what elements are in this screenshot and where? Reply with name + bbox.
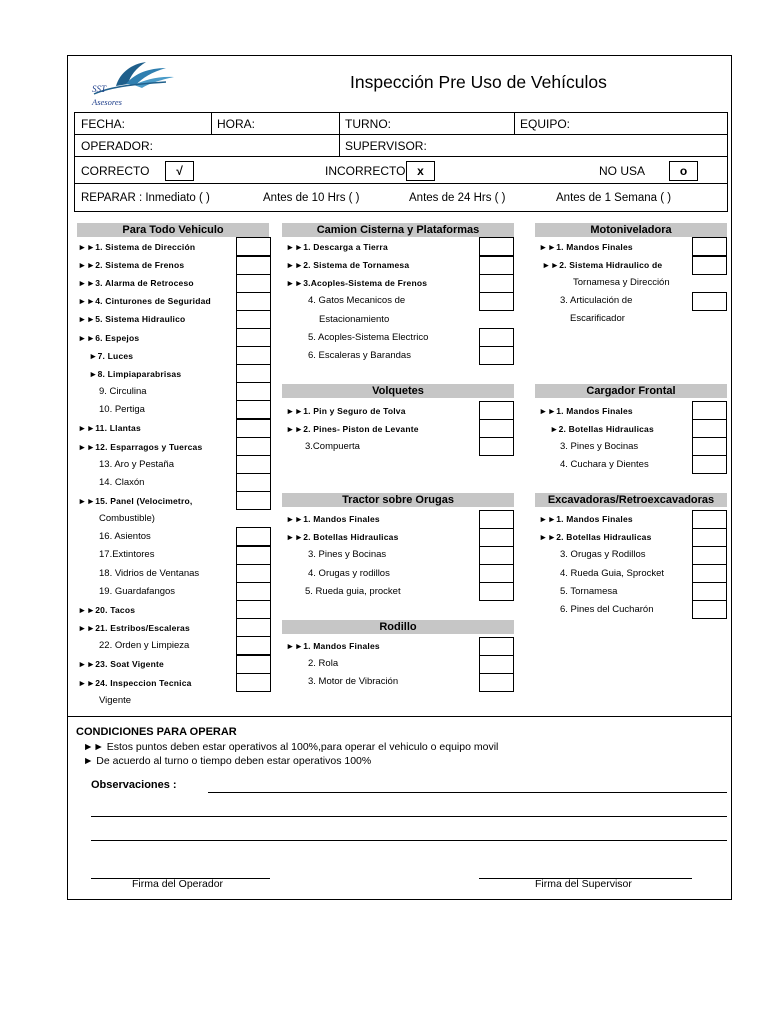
checklist-item: 4. Cuchara y Dientes [560, 459, 649, 470]
check-box[interactable] [692, 546, 727, 565]
observaciones-label: Observaciones : [91, 779, 177, 791]
checklist-item: ►►1. Descarga a Tierra [286, 242, 388, 252]
checklist-item: ►►1. Mandos Finales [286, 514, 380, 524]
checklist-item: ►►2. Pines- Piston de Levante [286, 424, 419, 434]
section-divider [68, 716, 731, 717]
check-box[interactable] [479, 637, 514, 656]
operador-field[interactable]: OPERADOR: [81, 138, 154, 153]
checklist-item: 3. Pines y Bocinas [308, 549, 387, 560]
conditions-line-2: ► De acuerdo al turno o tiempo deben estar operativos 100% [83, 755, 372, 767]
checklist-item: ►►5. Sistema Hidraulico [78, 314, 186, 324]
check-box[interactable] [692, 237, 727, 256]
check-box[interactable] [692, 419, 727, 438]
check-box[interactable] [479, 256, 514, 275]
checklist-item: ►►1. Mandos Finales [539, 406, 633, 416]
checklist-item: ►►15. Panel (Velocimetro, [78, 496, 193, 506]
check-box[interactable] [236, 473, 271, 492]
checklist-item: 5. Tornamesa [560, 586, 618, 597]
check-box[interactable] [236, 564, 271, 583]
checklist-item: Estacionamiento [319, 314, 390, 325]
checklist-item: ►7. Luces [89, 351, 134, 361]
page-title: Inspección Pre Uso de Vehículos [350, 72, 607, 92]
section-excavadoras-title: Excavadoras/Retroexcavadoras [535, 493, 727, 507]
checklist-item: ►►24. Inspeccion Tecnica [78, 678, 192, 688]
observaciones-line[interactable] [208, 792, 727, 793]
check-box[interactable] [692, 564, 727, 583]
checklist-item: 5. Rueda guia, procket [305, 586, 401, 597]
check-box[interactable] [236, 455, 271, 474]
firma-operador-label: Firma del Operador [132, 878, 224, 890]
section-volquetes-title: Volquetes [282, 384, 514, 398]
check-box[interactable] [236, 346, 271, 365]
conditions-title: CONDICIONES PARA OPERAR [76, 726, 237, 738]
checklist-item: 17.Extintores [99, 549, 155, 560]
checklist-item: ►►2. Sistema Hidraulico de [542, 260, 663, 270]
checklist-item: ►►6. Espejos [78, 333, 140, 343]
check-box[interactable] [479, 292, 514, 311]
company-logo [86, 58, 178, 108]
section-cisterna-title: Camion Cisterna y Plataformas [282, 223, 514, 237]
section-rodillo-title: Rodillo [282, 620, 514, 634]
checklist-item: 10. Pertiga [99, 404, 145, 415]
checklist-item: ►►4. Cinturones de Seguridad [78, 296, 211, 306]
check-box[interactable] [692, 256, 727, 275]
check-box[interactable] [692, 455, 727, 474]
checklist-item: ►►23. Soat Vigente [78, 659, 164, 669]
check-box[interactable] [479, 437, 514, 456]
logo-text-sst: SST [92, 84, 107, 94]
firma-supervisor-label: Firma del Supervisor [535, 878, 632, 890]
checklist-item: 6. Escaleras y Barandas [308, 350, 411, 361]
check-box[interactable] [236, 491, 271, 510]
check-box[interactable] [236, 582, 271, 601]
check-box[interactable] [692, 292, 727, 311]
check-box[interactable] [479, 582, 514, 601]
check-box[interactable] [236, 600, 271, 619]
check-box[interactable] [479, 346, 514, 365]
check-box[interactable] [692, 582, 727, 601]
check-box[interactable] [236, 527, 271, 546]
checklist-item: ►2. Botellas Hidraulicas [550, 424, 654, 434]
section-cargador-title: Cargador Frontal [535, 384, 727, 398]
check-box[interactable] [236, 274, 271, 293]
check-box[interactable] [479, 510, 514, 529]
check-box[interactable] [236, 400, 271, 419]
check-box[interactable] [236, 437, 271, 456]
logo-text-asesores: Asesores [92, 97, 122, 107]
check-box[interactable] [479, 419, 514, 438]
check-box[interactable] [479, 237, 514, 256]
checklist-item: 4. Rueda Guia, Sprocket [560, 568, 665, 579]
check-box[interactable] [236, 546, 271, 565]
checklist-item: 2. Rola [308, 658, 339, 669]
incorrecto-box: x [406, 161, 435, 181]
reparar-inmediato[interactable]: REPARAR : Inmediato ( ) [81, 192, 210, 204]
check-box[interactable] [479, 673, 514, 692]
checklist-item: ►8. Limpiaparabrisas [89, 369, 182, 379]
supervisor-field[interactable]: SUPERVISOR: [345, 138, 427, 153]
checklist-item: ►►11. Llantas [78, 423, 141, 433]
header-row-people [74, 135, 728, 157]
checklist-item: 4. Gatos Mecanicos de [308, 295, 406, 306]
check-box[interactable] [236, 419, 271, 438]
no-usa-box: o [669, 161, 698, 181]
checklist-item: ►►21. Estribos/Escaleras [78, 623, 190, 633]
check-box[interactable] [479, 401, 514, 420]
fecha-field[interactable]: FECHA: [81, 116, 126, 131]
check-box[interactable] [236, 310, 271, 329]
section-motoniveladora-title: Motoniveladora [535, 223, 727, 237]
checklist-item: 3. Orugas y Rodillos [560, 549, 646, 560]
check-box[interactable] [479, 546, 514, 565]
checklist-item: ►►2. Sistema de Frenos [78, 260, 185, 270]
check-box[interactable] [692, 437, 727, 456]
reparar-1semana[interactable]: Antes de 1 Semana ( ) [556, 192, 672, 204]
turno-field[interactable]: TURNO: [345, 116, 391, 131]
checklist-item: ►►1. Mandos Finales [539, 514, 633, 524]
checklist-item: ►►2. Botellas Hidraulicas [539, 532, 652, 542]
check-box[interactable] [236, 292, 271, 311]
check-box[interactable] [236, 364, 271, 383]
check-box[interactable] [236, 382, 271, 401]
check-box[interactable] [479, 274, 514, 293]
check-box[interactable] [479, 655, 514, 674]
check-box[interactable] [236, 655, 271, 674]
checklist-item: 14. Claxón [99, 477, 145, 488]
observaciones-line[interactable] [91, 816, 727, 817]
checklist-item: 4. Orugas y rodillos [308, 568, 390, 579]
observaciones-line[interactable] [91, 840, 727, 841]
check-box[interactable] [479, 528, 514, 547]
checklist-item: Vigente [99, 695, 132, 706]
reparar-24hrs[interactable]: Antes de 24 Hrs ( ) [409, 192, 506, 204]
checklist-item: Escarificador [570, 313, 625, 324]
check-box[interactable] [236, 673, 271, 692]
check-box[interactable] [479, 328, 514, 347]
checklist-item: ►►20. Tacos [78, 605, 136, 615]
checklist-item: 3.Compuerta [305, 441, 360, 452]
checklist-item: ►►2. Botellas Hidraulicas [286, 532, 399, 542]
check-box[interactable] [692, 528, 727, 547]
checklist-item: ►►12. Esparragos y Tuercas [78, 442, 203, 452]
check-box[interactable] [479, 564, 514, 583]
check-box[interactable] [236, 328, 271, 347]
checklist-item: ►►1. Mandos Finales [286, 641, 380, 651]
checklist-item: 3. Motor de Vibración [308, 676, 399, 687]
correcto-box: √ [165, 161, 194, 181]
checklist-item: ►►1. Pin y Seguro de Tolva [286, 406, 406, 416]
checklist-item: 5. Acoples-Sistema Electrico [308, 332, 429, 343]
checklist-item: 13. Aro y Pestaña [99, 459, 174, 470]
checklist-item: 16. Asientos [99, 531, 151, 542]
check-box[interactable] [236, 237, 271, 256]
checklist-item: ►►1. Sistema de Dirección [78, 242, 196, 252]
check-box[interactable] [692, 401, 727, 420]
hora-field[interactable]: HORA: [217, 116, 256, 131]
checklist-item: 22. Orden y Limpieza [99, 640, 190, 651]
checklist-item: 18. Vidrios de Ventanas [99, 568, 200, 579]
no-usa-label: NO USA [599, 164, 646, 178]
checklist-item: ►►3.Acoples-Sistema de Frenos [286, 278, 428, 288]
checklist-item: 9. Circulina [99, 386, 147, 397]
checklist-item: ►►1. Mandos Finales [539, 242, 633, 252]
section-tractor-title: Tractor sobre Orugas [282, 493, 514, 507]
check-box[interactable] [236, 618, 271, 637]
correcto-label: CORRECTO [81, 164, 150, 178]
check-box[interactable] [236, 636, 271, 655]
check-box[interactable] [692, 510, 727, 529]
header-row-date [74, 112, 728, 135]
check-box[interactable] [236, 256, 271, 275]
checklist-item: Combustible) [99, 513, 155, 524]
incorrecto-label: INCORRECTO [325, 164, 406, 178]
checklist-item: 19. Guardafangos [99, 586, 176, 597]
checklist-item: 3. Pines y Bocinas [560, 441, 639, 452]
checklist-item: 6. Pines del Cucharón [560, 604, 654, 615]
equipo-field[interactable]: EQUIPO: [520, 116, 571, 131]
check-box[interactable] [692, 600, 727, 619]
section-todo-vehiculo-title: Para Todo Vehiculo [77, 223, 269, 237]
conditions-line-1: ►► Estos puntos deben estar operativos al 100%,para operar el vehiculo o equipo movil [83, 741, 499, 753]
checklist-item: ►►3. Alarma de Retroceso [78, 278, 194, 288]
checklist-item: 3. Articulación de [560, 295, 633, 306]
checklist-item: Tornamesa y Dirección [573, 277, 670, 288]
checklist-item: ►►2. Sistema de Tornamesa [286, 260, 410, 270]
reparar-10hrs[interactable]: Antes de 10 Hrs ( ) [263, 192, 360, 204]
